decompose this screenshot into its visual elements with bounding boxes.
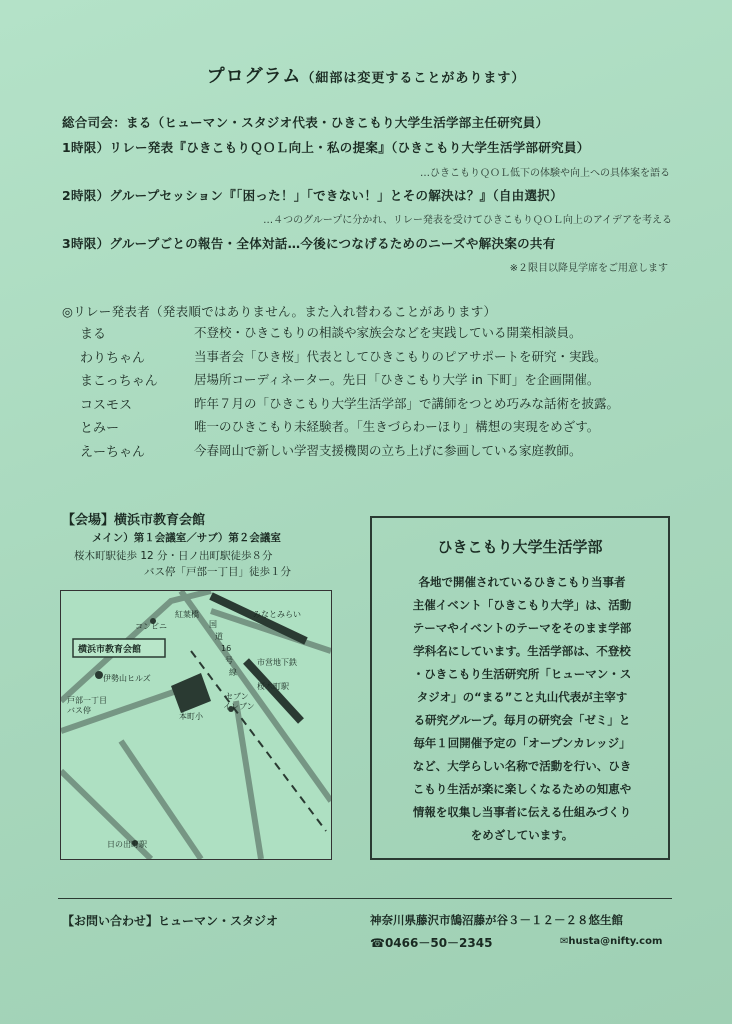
about-line: テーマやイベントのテーマをそのまま学部: [412, 621, 632, 635]
map-label: 本町小: [179, 712, 203, 721]
about-line: タジオ」の“まる”こと丸山代表が主宰す: [416, 690, 628, 704]
contact-phone: ☎0466－50－2345: [370, 936, 493, 950]
map-label-venue: 横浜市教育会館: [78, 645, 142, 655]
about-line: 情報を収集し当事者に伝える仕組みづくり: [412, 805, 632, 819]
about-line: こもり生活が楽に楽しくなるための知恵や: [412, 782, 632, 796]
about-line: ・ひきこもり生活研究所「ヒューマン・ス: [412, 667, 632, 681]
map-label: 市営地下鉄: [257, 658, 297, 667]
venue-access-train: 桜木町駅徒歩 12 分・日ノ出町駅徒歩８分: [74, 550, 273, 562]
about-line: など、大学らしい名称で活動を行い、ひき: [412, 759, 632, 773]
period3-line: 3時限）グループごとの報告・全体対話…今後につなげるためのニーズや解決案の共有: [62, 236, 556, 251]
map-venue-building: [171, 673, 211, 713]
presenter-desc: 今春岡山で新しい学習支援機関の立ち上げに参画している家庭教師。: [194, 443, 582, 458]
map-label: 道: [215, 632, 223, 641]
period1-line: 1時限）リレー発表『ひきこもりＱＯＬ向上・私の提案』（ひきこもり大学生活学部研究員）: [62, 140, 590, 155]
presenter-desc: 不登校・ひきこもりの相談や家族会などを実践している開業相談員。: [194, 325, 582, 340]
venue-name: 横浜市教育会館: [114, 513, 206, 528]
about-line: をめざしています。: [470, 828, 574, 842]
map-label: セブン: [225, 692, 249, 701]
contact-address: 神奈川県藤沢市鵠沼藤が谷３－１２－２８悠生館: [370, 913, 623, 927]
map-label: みなとみらい: [253, 610, 301, 619]
map-label: 紅葉橋: [175, 610, 199, 619]
program-title: [0, 62, 732, 88]
period2-line: 2時限）グループセッション『「困った！」「できない！」とその解決は？』（自由選択）: [62, 188, 563, 203]
map-label: 戸部一丁目: [67, 696, 107, 705]
presenter-name: まこっちゃん: [80, 374, 158, 389]
map-drawing: [61, 591, 331, 859]
map-label: 16: [221, 644, 232, 653]
about-line: 主催イベント「ひきこもり大学」は、活動: [412, 598, 632, 612]
presenter-name: まる: [80, 327, 107, 342]
map-label: 日の出町駅: [107, 840, 147, 849]
about-line: 各地で開催されているひきこもり当事者: [418, 575, 626, 589]
map-road: [236, 701, 261, 859]
venue-rooms: メイン）第１会議室／サブ）第２会議室: [92, 532, 281, 544]
presenters-heading: ◎リレー発表者（発表順ではありません。また入れ替わることがあります）: [62, 304, 497, 319]
presenter-name: コスモス: [80, 398, 133, 413]
presenter-desc: 居場所コーディネーター。先日「ひきこもり大学 in 下町」を企画開催。: [194, 372, 600, 387]
map-label: 伊勢山ヒルズ: [103, 674, 151, 683]
program-title-note: （細部は変更することがあります）: [301, 71, 526, 86]
map-label: 線: [229, 668, 237, 677]
period3-note: ※２限目以降見学席をご用意します: [509, 263, 668, 274]
period2-note: …４つのグループに分かれ、リレー発表を受けてひきこもりＱＯＬ向上のアイデアを考える: [263, 215, 672, 226]
period1-note: …ひきこもりＱＯＬ低下の体験や向上への具体案を語る: [420, 168, 670, 179]
contact-email[interactable]: ✉husta@nifty.com: [560, 936, 663, 947]
venue-label: 【会場】: [62, 513, 115, 528]
program-title-text: プログラム: [206, 66, 302, 87]
map-label: イレブン: [223, 702, 255, 711]
presenter-name: えーちゃん: [80, 445, 146, 460]
about-box: [370, 516, 670, 860]
presenter-desc: 当事者会「ひき桜」代表としてひきこもりのピアサポートを研究・実践。: [194, 349, 607, 364]
map-label: 国: [209, 620, 217, 629]
map-label: 桜木町駅: [257, 682, 289, 691]
venue-access-bus: バス停「戸部一丁目」徒歩１分: [144, 566, 291, 578]
about-line: る研究グループ。毎月の研究会「ゼミ」と: [413, 713, 631, 727]
footer-divider: [58, 898, 672, 899]
presenter-name: とみー: [80, 421, 120, 436]
access-map: [60, 590, 332, 860]
presenter-desc: 昨年７月の「ひきこもり大学生活学部」で講師をつとめ巧みな話術を披露。: [194, 396, 620, 411]
host-line: 総合司会：まる（ヒューマン・スタジオ代表・ひきこもり大学生活学部主任研究員）: [62, 115, 549, 130]
presenter-desc: 唯一のひきこもり未経験者。「生きづらわーほり」構想の実現をめざす。: [194, 419, 600, 434]
about-line: 学科名にしています。生活学部は、不登校: [413, 644, 631, 658]
presenter-name: わりちゃん: [80, 351, 146, 366]
venue-heading: [62, 509, 205, 528]
map-label: 号: [225, 656, 233, 665]
map-label: バス停: [67, 706, 91, 715]
about-line: 毎年１回開催予定の「オープンカレッジ」: [413, 736, 631, 750]
contact-label: 【お問い合わせ】ヒューマン・スタジオ: [62, 914, 279, 928]
map-label: コンビニ: [135, 622, 167, 631]
map-marker: [95, 671, 103, 679]
about-title: ひきこもり大学生活学部: [437, 538, 603, 556]
